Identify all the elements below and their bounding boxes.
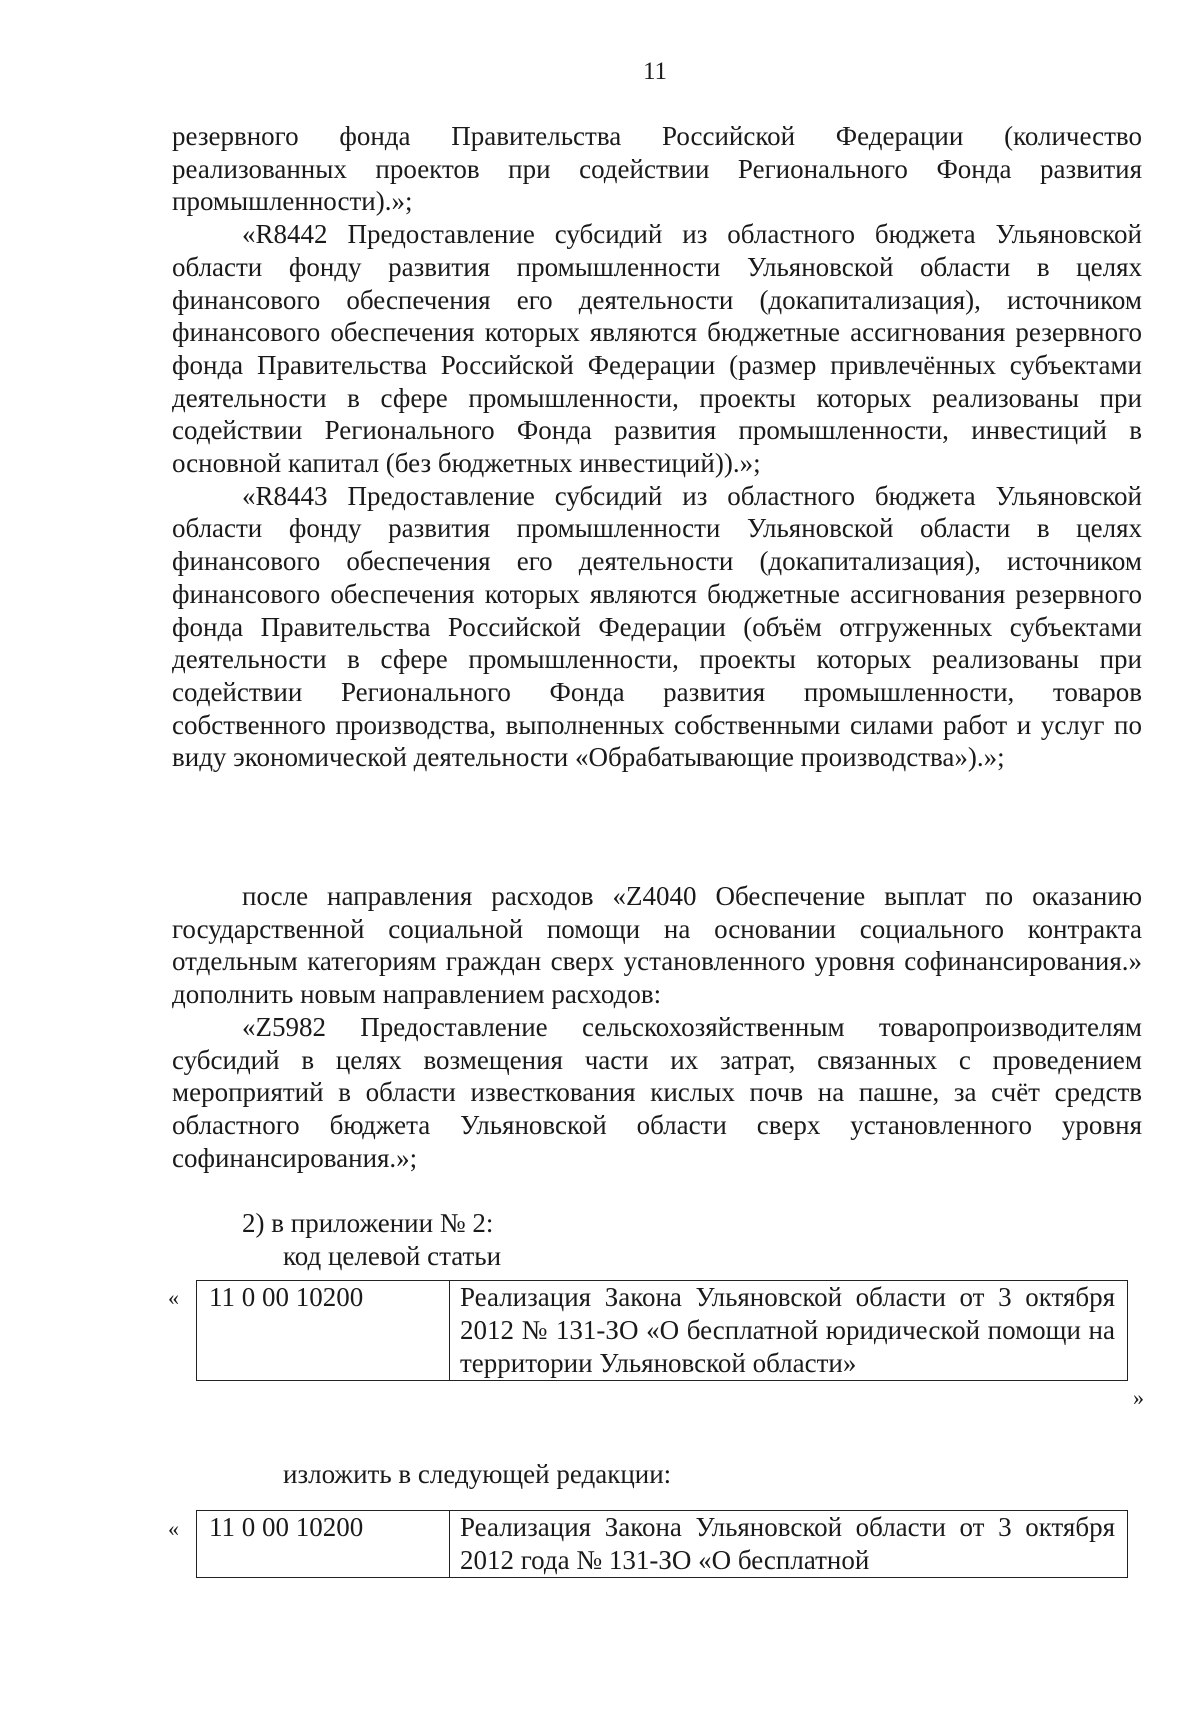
target-article-code: 11 0 00 10200 [197,1281,450,1381]
amendment-text-block-2 [172,880,1142,1174]
paragraph-z5982: «Z5982 Предоставление сельскохозяйственным товаропроизводителям субсидий в целях возмещения части их затрат, связанных с проведением мероприятий в области известкования кислых почв на пашне, за счёт средств областного бюджета Ульяновской области сверх установленного уровня софинансирования.»; [172,1011,1142,1173]
paragraph-after-z4040: после направления расходов «Z4040 Обеспечение выплат по оказанию государственной социальной помощи на основании социального контракта отдельным категориям граждан сверх установленного уровня софинансирования.» дополнить новым направлением расходов: [172,881,1142,1010]
paragraph-r8442: «R8442 Предоставление субсидий из областного бюджета Ульяновской области фонду развития промышленности Ульяновской области в целях финансового обеспечения его деятельности (докапитализация), источником финансового обеспечения которых являются бюджетные ассигнования резервного фонда Правительства Российской Федерации (размер привлечённых субъектами деятельности в сфере промышленности, проекты которых реализованы при содействии Регионального Фонда развития промышленности, инвестиций в основной капитал (без бюджетных инвестиций)).»; [172,219,1142,479]
original-entry-table [196,1280,1128,1381]
target-article-description: Реализация Закона Ульяновской области от 3 октября 2012 года № 131-ЗО «О бесплатной [450,1511,1128,1578]
table1-close-quote: » [1133,1385,1144,1410]
paragraph-continuation: резервного фонда Правительства Российской Федерации (количество реализованных проектов при содействии Регионального Фонда развития промышленности).»; [172,121,1142,217]
paragraph-r8443: «R8443 Предоставление субсидий из областного бюджета Ульяновской области фонду развития промышленности Ульяновской области в целях финансового обеспечения его деятельности (докапитализация), источником финансового обеспечения которых являются бюджетные ассигнования резервного фонда Правительства Российской Федерации (объём отгруженных субъектами деятельности в сфере промышленности, проекты которых реализованы при содействии Регионального Фонда развития промышленности, товаров собственного производства, выполненных собственными силами работ и услуг по виду экономической деятельности «Обрабатывающие производства»).»; [172,480,1142,773]
table-row [197,1281,1128,1381]
target-article-code: 11 0 00 10200 [197,1511,450,1578]
table2-open-quote: « [168,1516,179,1541]
table1-open-quote: « [168,1285,179,1310]
table-row [197,1511,1128,1578]
item-2-label: 2) в приложении № 2: [242,1208,494,1238]
amendment-text-block-1 [172,120,1142,774]
target-article-code-label: код целевой статьи [283,1241,502,1271]
replace-instruction: изложить в следующей редакции: [283,1459,672,1489]
target-article-description: Реализация Закона Ульяновской области от 3 октября 2012 № 131-ЗО «О бесплатной юридической помощи на территории Ульяновской области» [450,1281,1128,1381]
new-entry-table [196,1510,1128,1578]
page-number: 11 [642,58,668,85]
